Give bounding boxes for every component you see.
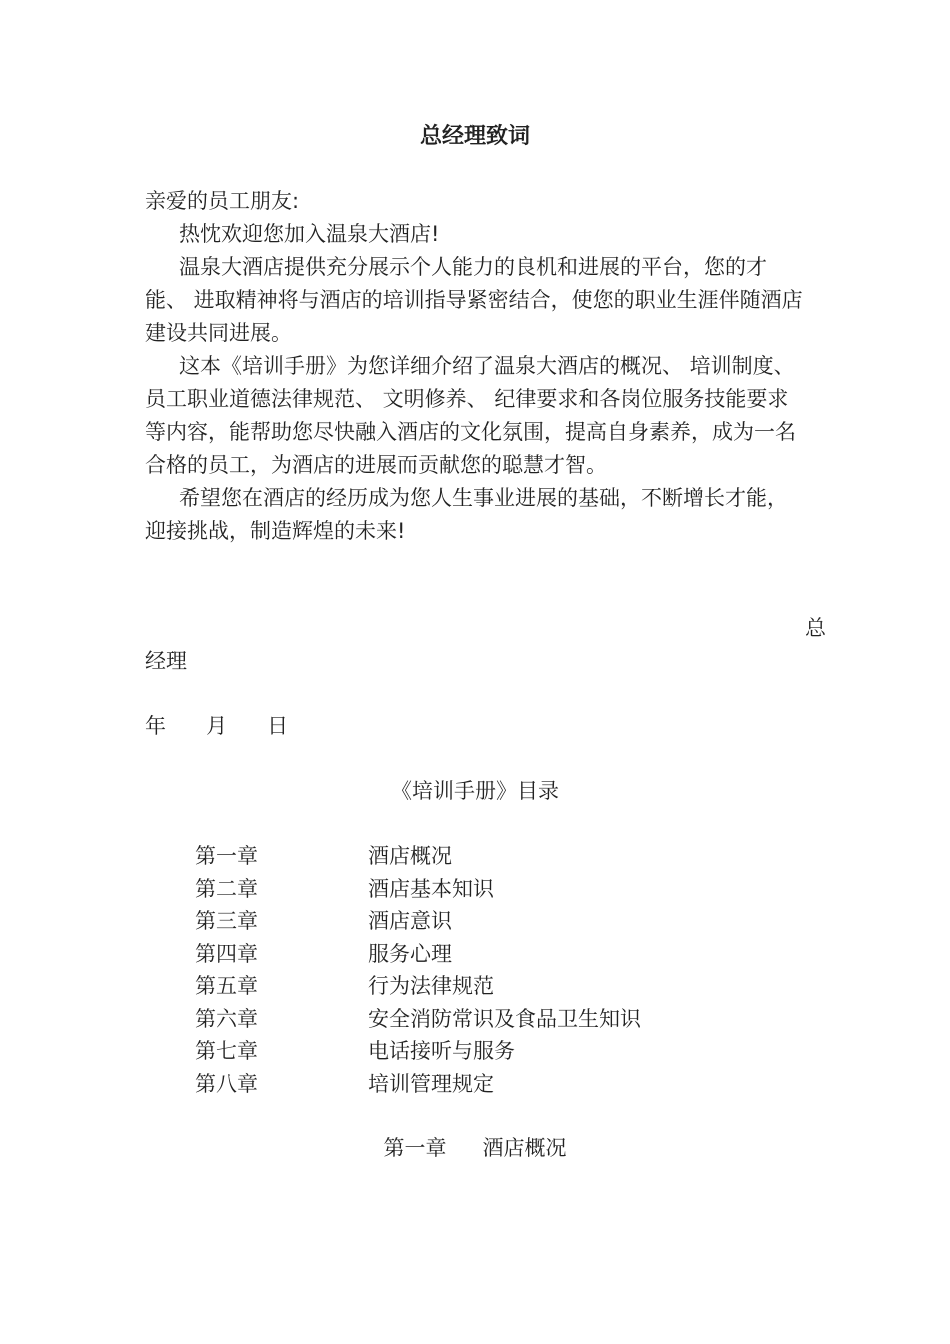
toc-chapter-number: 第七章	[195, 1039, 258, 1063]
page-title: 总经理致词	[419, 124, 530, 149]
date-day: 日	[267, 714, 289, 738]
toc-row	[195, 1068, 641, 1101]
chapter-heading	[0, 1132, 950, 1165]
date-year: 年	[145, 714, 166, 738]
date-line	[145, 710, 288, 743]
toc-chapter-name: 安全消防常识及食品卫生知识	[368, 1006, 641, 1031]
greeting: 亲爱的员工朋友:	[145, 189, 300, 213]
toc-chapter-number: 第五章	[195, 974, 258, 998]
chapter-heading-number: 第一章	[383, 1136, 447, 1160]
toc-chapter-number: 第一章	[195, 844, 258, 868]
paragraph: 温泉大酒店提供充分展示个人能力的良机和进展的平台，您的才能、 进取精神将与酒店的培训指导紧密结合，使您的职业生涯伴随酒店建设共同进展。	[145, 255, 803, 345]
toc-chapter-name: 服务心理	[368, 941, 452, 966]
paragraph: 希望您在酒店的经历成为您人生事业进展的基础，不断增长才能，迎接挑战，制造辉煌的未来!	[145, 486, 788, 543]
signature-part-1: 总	[805, 616, 826, 640]
toc-chapter-number: 第六章	[195, 1006, 258, 1031]
toc-row	[195, 905, 641, 938]
toc-chapter-number: 第二章	[195, 876, 258, 901]
toc-chapter-name: 培训管理规定	[368, 1071, 494, 1096]
toc-chapter-name: 酒店基本知识	[368, 876, 494, 901]
toc-chapter-name: 行为法律规范	[368, 974, 494, 998]
toc-chapter-name: 酒店概况	[368, 844, 452, 868]
signature-part-2: 经理	[145, 649, 187, 673]
toc-title: 《培训手册》目录	[391, 779, 559, 803]
toc-chapter-number: 第三章	[195, 909, 258, 933]
toc-row	[195, 1003, 641, 1036]
toc-row	[195, 970, 641, 1003]
toc-chapter-number: 第八章	[195, 1071, 258, 1096]
paragraph: 热忱欢迎您加入温泉大酒店!	[179, 222, 440, 246]
toc-row	[195, 873, 641, 906]
chapter-heading-name: 酒店概况	[482, 1136, 567, 1160]
toc-row	[195, 1035, 641, 1068]
letter-body	[145, 185, 805, 548]
toc-row	[195, 840, 641, 873]
toc-chapter-name: 电话接听与服务	[368, 1039, 515, 1063]
date-month: 月	[206, 714, 228, 738]
table-of-contents	[195, 840, 641, 1100]
toc-row	[195, 938, 641, 971]
toc-chapter-name: 酒店意识	[368, 909, 452, 933]
paragraph: 这本《培训手册》为您详细介绍了温泉大酒店的概况、 培训制度、 员工职业道德法律规范、 文明修养、 纪律要求和各岗位服务技能要求等内容，能帮助您尽快融入酒店的文化氛围，提高自身素养，成为一名合格的员工，为酒店的进展而贡献您的聪慧才智。	[145, 354, 796, 477]
toc-chapter-number: 第四章	[195, 941, 258, 966]
